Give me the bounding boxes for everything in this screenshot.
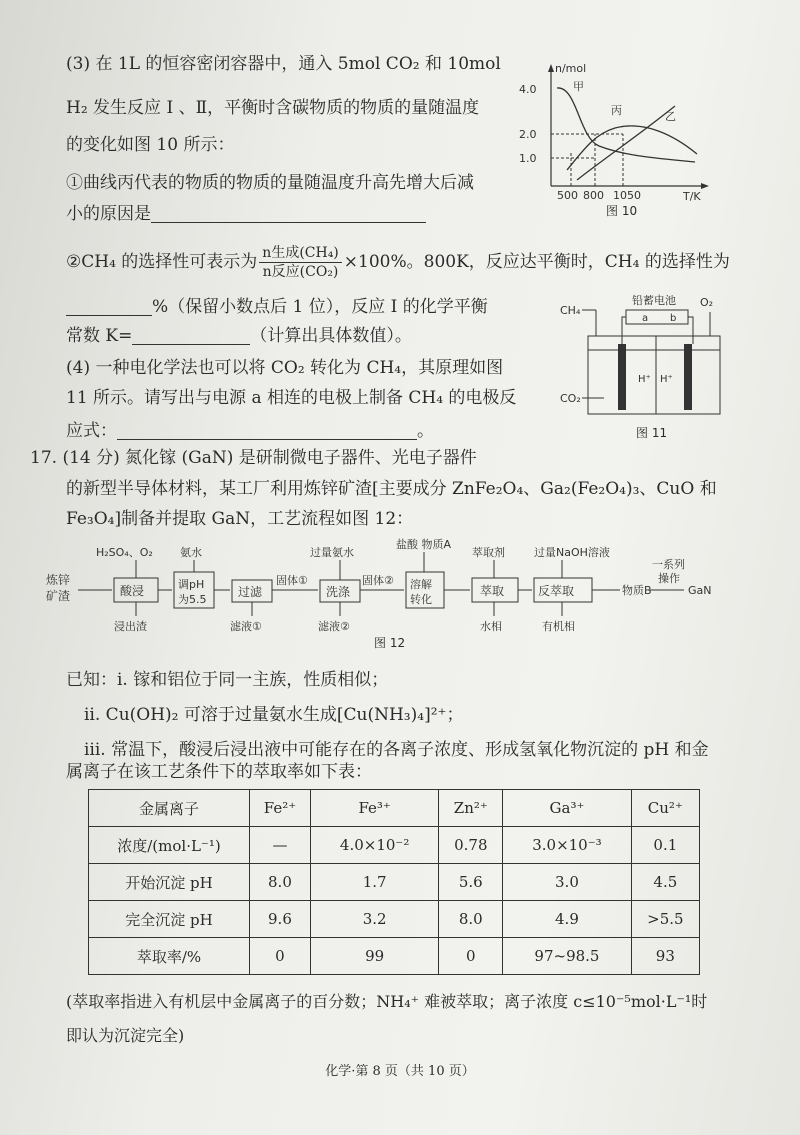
table-cell: 0	[439, 938, 503, 975]
input-ammonia: 氨水	[180, 546, 202, 559]
table-cell: 3.0	[503, 864, 631, 901]
output-filtrate-2: 滤液②	[318, 620, 350, 633]
q4-line3	[66, 419, 434, 443]
product-b: 物质B	[622, 584, 652, 597]
page-footer: 化学·第 8 页（共 10 页）	[325, 1064, 475, 1079]
cell-container	[588, 336, 720, 414]
table-cell: 0.78	[439, 827, 503, 864]
co2-label: CO₂	[560, 392, 581, 405]
table-cell: 3.0×10⁻³	[503, 827, 631, 864]
selectivity-fraction	[259, 244, 341, 281]
output-organic: 有机相	[542, 620, 575, 633]
table-cell: 0.1	[631, 827, 699, 864]
figure-12-caption: 图 12	[374, 636, 406, 650]
input-acid: H₂SO₄、O₂	[96, 546, 153, 559]
table-cell: >5.5	[631, 901, 699, 938]
figure-11-electrolysis	[560, 292, 740, 422]
curve-label-bing: 丙	[611, 104, 622, 117]
q3-sub2-prefix: ②CH₄ 的选择性可表示为	[66, 252, 258, 272]
known-2: ⅱ. Cu(OH)₂ 可溶于过量氨水生成[Cu(NH₃)₄]²⁺；	[84, 705, 464, 725]
input-hcl: 盐酸 物质A	[396, 538, 452, 551]
curve-yi	[577, 106, 675, 180]
table-row	[89, 827, 700, 864]
table-cell: 0	[250, 938, 311, 975]
figure-11-caption: 图 11	[636, 426, 668, 440]
table-cell: 5.6	[439, 864, 503, 901]
table-cell: 4.5	[631, 864, 699, 901]
q4-line2: 11 所示。请写出与电源 a 相连的电极上制备 CH₄ 的电极反	[66, 388, 517, 408]
box-adjust-ph-text2: 为5.5	[178, 593, 207, 606]
q3-sub1-line2	[66, 202, 426, 226]
table-header-cell: Fe³⁺	[310, 790, 438, 827]
table-cell: 完全沉淀 pH	[89, 901, 250, 938]
q4-line1: (4) 一种电化学法也可以将 CO₂ 转化为 CH₄，其原理如图	[66, 358, 504, 378]
box-acid-leach-text: 酸浸	[120, 584, 145, 598]
table-row	[89, 864, 700, 901]
table-header-cell: Zn²⁺	[439, 790, 503, 827]
note-line2: 即认为沉淀完全)	[66, 1026, 185, 1045]
table-cell: 萃取率/%	[89, 938, 250, 975]
answer-blank-k[interactable]	[132, 326, 250, 345]
table-header-cell: Fe²⁺	[250, 790, 311, 827]
final-gan: GaN	[688, 584, 712, 597]
box-extract-text: 萃取	[480, 584, 505, 598]
known-3b: 属离子在该工艺条件下的萃取率如下表：	[66, 762, 372, 782]
q3-sub2-line2	[66, 295, 488, 319]
table-cell: 8.0	[250, 864, 311, 901]
table-cell: 1.7	[310, 864, 438, 901]
note-line1: (萃取率指进入有机层中金属离子的百分数；NH₄⁺ 难被萃取；离子浓度 c≤10⁻⁵mol·L⁻¹时	[66, 992, 708, 1011]
q3-line1: (3) 在 1L 的恒容密闭容器中，通入 5mol CO₂ 和 10mol	[66, 54, 501, 74]
battery-label: 铅蓄电池	[632, 294, 676, 307]
q4-text3: 应式：	[66, 421, 117, 441]
y-tick-4: 4.0	[519, 83, 537, 96]
table-header-cell: Cu²⁺	[631, 790, 699, 827]
ion-data-table	[88, 789, 700, 975]
table-header-cell: 金属离子	[89, 790, 250, 827]
x-tick-500: 500	[557, 189, 578, 202]
table-cell: 浓度/(mol·L⁻¹)	[89, 827, 250, 864]
input-naoh: 过量NaOH溶液	[534, 546, 610, 559]
box-dissolve-text: 溶解	[410, 578, 432, 591]
wire-a	[622, 317, 626, 344]
q3-sub1-text: 小的原因是	[66, 204, 151, 224]
box-adjust-ph-text: 调pH	[178, 578, 205, 591]
table-cell: —	[250, 827, 311, 864]
table-cell: 4.9	[503, 901, 631, 938]
answer-blank-selectivity[interactable]	[66, 297, 152, 316]
wire-b	[688, 317, 693, 344]
output-residue: 浸出渣	[114, 620, 147, 633]
q3-sub1-line1: ①曲线丙代表的物质的物质的量随温度升高先增大后减	[66, 173, 474, 193]
box-back-extract-text: 反萃取	[538, 584, 575, 598]
fraction-denominator: n反应(CO₂)	[262, 264, 339, 280]
raw-label-2: 矿渣	[46, 589, 71, 603]
q3-sub2-k: 常数 K=	[66, 326, 133, 346]
known-1: 已知：ⅰ. 镓和铝位于同一主族，性质相似；	[66, 670, 389, 690]
input-extractant: 萃取剂	[472, 546, 505, 559]
answer-blank-electrode[interactable]	[117, 421, 417, 440]
solid-2-label: 固体②	[362, 574, 394, 587]
curve-label-yi: 乙	[665, 110, 676, 123]
proton-label-left: H⁺	[638, 374, 651, 385]
table-cell: 4.0×10⁻²	[310, 827, 438, 864]
q17-line3: Fe₃O₄]制备并提取 GaN，工艺流程如图 12：	[66, 509, 414, 529]
output-aqueous: 水相	[480, 620, 502, 633]
q3-sub2-line3	[66, 324, 412, 348]
x-axis-arrow	[701, 183, 709, 189]
q17-line2: 的新型半导体材料，某工厂利用炼锌矿渣[主要成分 ZnFe₂O₄、Ga₂(Fe₂O₄)₃、CuO 和	[66, 479, 717, 499]
o2-label: O₂	[700, 296, 714, 309]
raw-label-1: 炼锌	[46, 573, 71, 587]
fraction-numerator: n生成(CH₄)	[259, 244, 341, 263]
q3-sub2-suffix: ×100%。800K，反应达平衡时，CH₄ 的选择性为	[343, 252, 730, 272]
q3-sub2-line1	[66, 244, 730, 281]
answer-blank-reason[interactable]	[151, 204, 426, 223]
x-tick-1050: 1050	[613, 189, 641, 202]
box-filter-text: 过滤	[238, 585, 263, 599]
table-cell: 9.6	[250, 901, 311, 938]
solid-1-label: 固体①	[276, 574, 308, 587]
table-header-row	[89, 790, 700, 827]
figure-12-flowchart	[44, 538, 744, 642]
table-cell: 97~98.5	[503, 938, 631, 975]
q3-sub2-text2: %（保留小数点后 1 位），反应 Ⅰ 的化学平衡	[152, 297, 488, 317]
curve-label-jia: 甲	[573, 80, 584, 93]
x-tick-800: 800	[583, 189, 604, 202]
box-wash-text: 洗涤	[326, 585, 351, 599]
y-axis-arrow	[548, 64, 554, 72]
ch4-label: CH₄	[560, 304, 581, 317]
q4-end: 。	[417, 421, 434, 441]
terminal-a: a	[642, 313, 649, 324]
input-excess-ammonia: 过量氨水	[310, 546, 354, 559]
q3-line2: H₂ 发生反应 Ⅰ 、Ⅱ，平衡时含碳物质的物质的量随温度	[66, 98, 480, 118]
table-cell: 8.0	[439, 901, 503, 938]
table-header-cell: Ga³⁺	[503, 790, 631, 827]
electrode-a	[618, 344, 626, 410]
table-row	[89, 901, 700, 938]
y-tick-2: 2.0	[519, 128, 537, 141]
table-cell: 93	[631, 938, 699, 975]
box-dissolve-text2: 转化	[410, 593, 432, 606]
output-filtrate-1: 滤液①	[230, 620, 262, 633]
figure-10-chart	[515, 58, 715, 218]
proton-label-right: H⁺	[660, 374, 673, 385]
y-tick-1: 1.0	[519, 152, 537, 165]
table-cell: 开始沉淀 pH	[89, 864, 250, 901]
electrode-b	[684, 344, 692, 410]
figure-10-caption: 图 10	[606, 204, 638, 218]
ops-line-1: 一系列	[652, 558, 685, 571]
x-axis-label: T/K	[683, 190, 701, 203]
known-3a: ⅲ. 常温下，酸浸后浸出液中可能存在的各离子浓度、形成氢氧化物沉淀的 pH 和金	[84, 740, 709, 760]
q3-line3: 的变化如图 10 所示：	[66, 135, 235, 155]
q17-line1: 17. (14 分) 氮化镓 (GaN) 是研制微电子器件、光电子器件	[30, 448, 477, 468]
terminal-b: b	[670, 313, 677, 324]
table-row	[89, 938, 700, 975]
q3-sub2-k-note: （计算出具体数值）。	[250, 326, 412, 346]
battery-box	[626, 310, 688, 324]
y-axis-label: n/mol	[555, 62, 587, 75]
curve-jia	[557, 88, 695, 162]
table-cell: 3.2	[310, 901, 438, 938]
table-cell: 99	[310, 938, 438, 975]
ops-line-2: 操作	[658, 572, 680, 585]
